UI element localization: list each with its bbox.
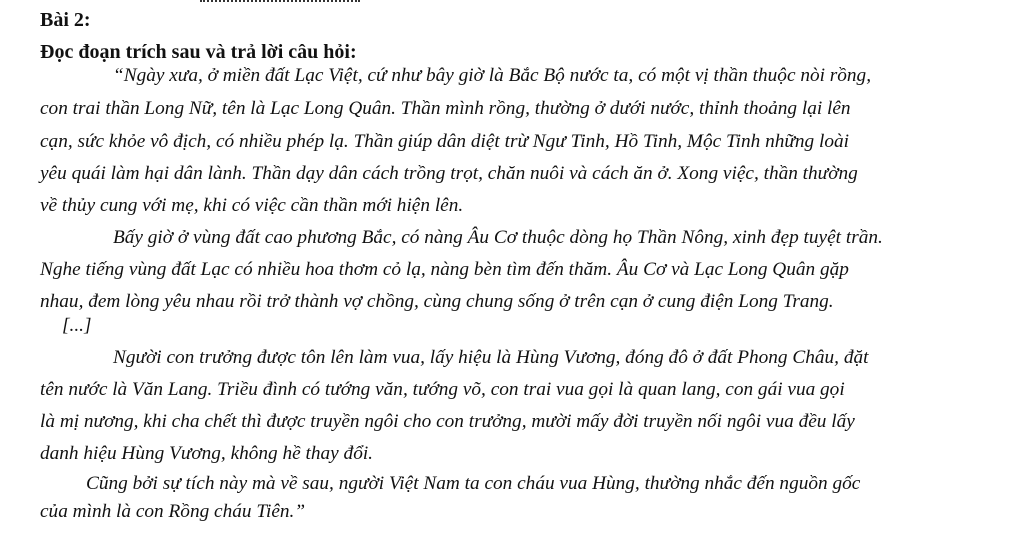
exercise-instruction: Đọc đoạn trích sau và trả lời câu hỏi: [40, 41, 357, 63]
passage-line: về thủy cung với mẹ, khi có việc cần thần mới hiện lên. [40, 195, 464, 216]
passage-line: danh hiệu Hùng Vương, không hề thay đổi. [40, 443, 374, 464]
passage-line: nhau, đem lòng yêu nhau rồi trở thành vợ chồng, cùng chung sống ở trên cạn ở cung điện Long Trang. [40, 291, 834, 312]
passage-line: cạn, sức khỏe vô địch, có nhiều phép lạ. Thần giúp dân diệt trừ Ngư Tinh, Hồ Tinh, Mộc Tinh những loài [40, 131, 849, 152]
passage-line: là mị nương, khi cha chết thì được truyền ngôi cho con trưởng, mười mấy đời truyền nối ngôi vua đều lấy [40, 411, 855, 432]
passage-line: Cũng bởi sự tích này mà về sau, người Việt Nam ta con cháu vua Hùng, thường nhắc đến nguồn gốc [86, 473, 861, 494]
passage-line: tên nước là Văn Lang. Triều đình có tướng văn, tướng võ, con trai vua gọi là quan lang, con gái vua gọi [40, 379, 845, 400]
passage-line: Bấy giờ ở vùng đất cao phương Bắc, có nàng Âu Cơ thuộc dòng họ Thần Nông, xinh đẹp tuyệt trần. [113, 227, 883, 248]
passage-line: “Ngày xưa, ở miền đất Lạc Việt, cứ như bây giờ là Bắc Bộ nước ta, có một vị thần thuộc nòi rồng, [113, 65, 872, 86]
cropped-text-fragment [200, 0, 360, 5]
passage-line: của mình là con Rồng cháu Tiên.” [40, 501, 306, 522]
passage-line: Người con trưởng được tôn lên làm vua, lấy hiệu là Hùng Vương, đóng đô ở đất Phong Châu, đặt [113, 347, 869, 368]
exercise-title: Bài 2: [40, 9, 91, 31]
passage-line: con trai thần Long Nữ, tên là Lạc Long Quân. Thần mình rồng, thường ở dưới nước, thỉnh thoảng lại lên [40, 98, 851, 119]
passage-line: yêu quái làm hại dân lành. Thần dạy dân cách trồng trọt, chăn nuôi và cách ăn ở. Xong việc, thần thường [40, 163, 858, 184]
omission-marker: [...] [62, 315, 92, 336]
passage-line: Nghe tiếng vùng đất Lạc có nhiều hoa thơm cỏ lạ, nàng bèn tìm đến thăm. Âu Cơ và Lạc Long Quân gặp [40, 259, 849, 280]
